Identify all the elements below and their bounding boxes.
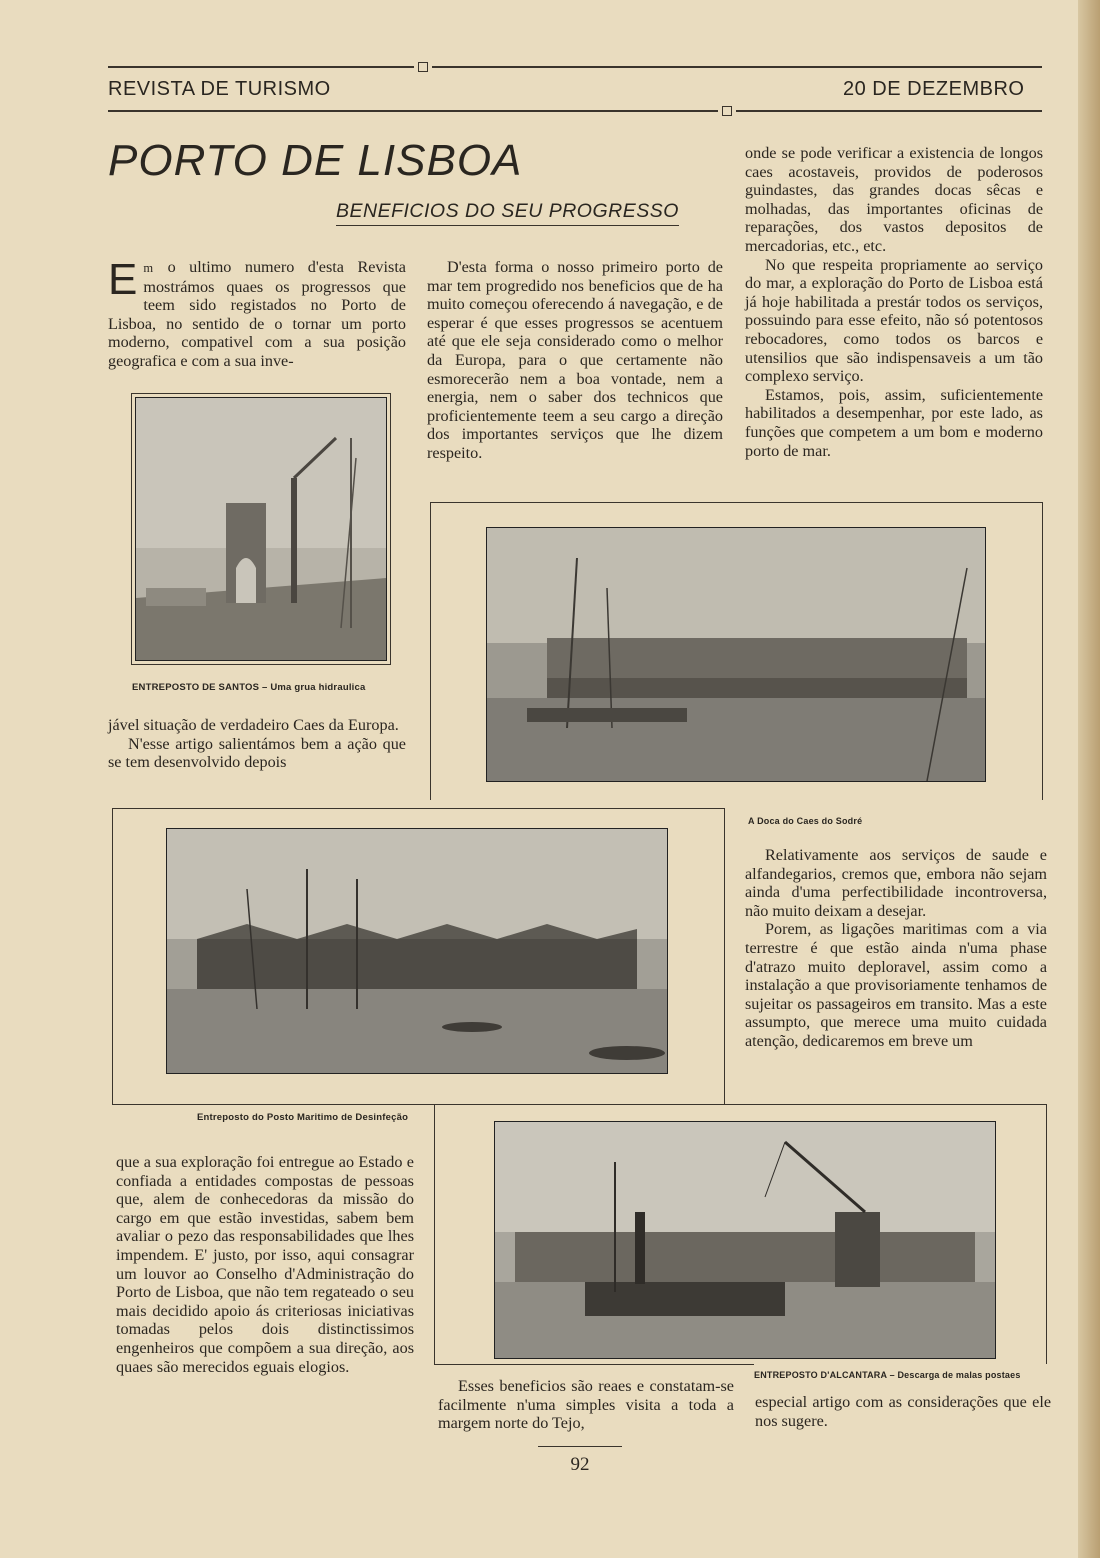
col3-paragraph-1: onde se pode verificar a existencia de longos caes acostaveis, providos de poderosos guindastes, das grandes docas sêcas e molhadas, das importantes oficinas de reparações, dos vastos depositos de mercadorias, etc., etc. bbox=[745, 144, 1043, 255]
intro-smallcaps: m bbox=[143, 261, 155, 275]
photo-entreposto-alcantara bbox=[494, 1121, 996, 1359]
photo-2-frame-left bbox=[430, 502, 431, 800]
column-3-top bbox=[745, 144, 1043, 460]
photo-doca-caes-sodre bbox=[486, 527, 986, 782]
col2-paragraph: D'esta forma o nosso primeiro porto de mar tem progredido nos beneficios que de ha muito começou oferecendo á navegação, e de esperar é que esses progressos se acentuem até que ele seja considerado como o melhor da Europa, para o que certamente não esmorecerão nem a boa vontade, nem a energia, nem o saber dos technicos que proficientemente teem a seu cargo a direção dos importantes serviços que lhe dizem respeito. bbox=[427, 258, 723, 462]
photo-2-caption: A Doca do Caes do Sodré bbox=[748, 816, 863, 826]
column-3-bottom bbox=[755, 1393, 1051, 1430]
col2-bottom-paragraph: Esses beneficios são reaes e constatam-se facilmente n'uma simples visita a toda a margem norte do Tejo, bbox=[438, 1377, 734, 1433]
col1-mid-paragraph: jável situação de verdadeiro Caes da Europa. bbox=[108, 716, 399, 734]
issue-date: 20 DE DEZEMBRO bbox=[843, 78, 1025, 100]
drop-cap: E bbox=[108, 255, 138, 304]
article-subtitle: BENEFICIOS DO SEU PROGRESSO bbox=[336, 200, 679, 226]
col3-mid-paragraph-1: Relativamente aos serviços de saude e alfandegarios, cremos que, embora não sejam ainda d'uma perfectibilidade incontroversa, não muito deixam a desejar. bbox=[745, 846, 1047, 920]
header-ornament-bottom bbox=[722, 106, 732, 116]
page-number-rule bbox=[538, 1446, 622, 1447]
header-rule-top-right bbox=[432, 66, 1042, 68]
publication-name: REVISTA DE TURISMO bbox=[108, 78, 331, 100]
header-ornament-top bbox=[418, 62, 428, 72]
col3-paragraph-3: Estamos, pois, assim, suficientemente habilitados a desempenhar, por este lado, as funções que competem a um bom e moderno porto de mar. bbox=[745, 385, 1043, 460]
photo-entreposto-santos bbox=[135, 397, 387, 661]
col3-paragraph-2: No que respeita propriamente ao serviço do mar, a exploração do Porto de Lisboa está já hoje habilitada a prestár todos os serviços, possuindo para esse efeito, não só potentosos rebocadores, como todos os barcos e utensilios que são indispensaveis a um tão complexo serviço. bbox=[745, 255, 1043, 386]
col3-bottom-paragraph: especial artigo com as considerações que ele nos sugere. bbox=[755, 1393, 1051, 1430]
intro-paragraph: o ultimo numero d'esta Revista mostrámos quaes os progressos que teem sido registados no Porto de Lisboa, no sentido de o tornar um porto moderno, compativel com a sua posição geografica e com a sua inve- bbox=[108, 258, 406, 370]
header-rule-bottom-right bbox=[736, 110, 1042, 112]
photo-3-frame-left bbox=[112, 808, 113, 1104]
column-1-mid bbox=[108, 716, 406, 772]
col1-bottom-paragraph: que a sua exploração foi entregue ao Estado e confiada a entidades compostas de pessoas que, alem de conhecedoras da missão do cargo em que estão investidas, sabem bem avaliar o pezo das responsabilidades que lhes impendem. E' justo, por isso, aqui consagrar um louvor ao Conselho d'Administração do Porto de Lisboa, que não tem regateado o seu mais decidido apoio ás criteriosas iniciativas tomadas pelos dois distinctissimos engenheiros que compõem a sua direção, aos quaes são merecidos eguais elogios. bbox=[116, 1153, 414, 1376]
article-title: PORTO DE LISBOA bbox=[108, 136, 523, 185]
page-number: 92 bbox=[570, 1454, 590, 1475]
photo-2-frame-right bbox=[1042, 502, 1043, 800]
photo-3-frame-right bbox=[724, 808, 725, 1104]
page-edge-shadow bbox=[1078, 0, 1100, 1558]
column-2-bottom bbox=[438, 1377, 734, 1433]
header-rule-top-left bbox=[108, 66, 414, 68]
photo-4-frame-right bbox=[1046, 1104, 1047, 1364]
photo-4-frame-bottom bbox=[434, 1364, 754, 1365]
photo-1-caption: ENTREPOSTO DE SANTOS – Uma grua hidraulica bbox=[132, 682, 366, 693]
photo-4-caption: ENTREPOSTO D'ALCANTARA – Descarga de malas postaes bbox=[754, 1370, 1021, 1380]
photo-3-frame-bottom bbox=[112, 1104, 1046, 1105]
col3-mid-paragraph-2: Porem, as ligações maritimas com a via terrestre é que estão ainda n'uma phase d'atrazo muito deploravel, assim como a instalação a que provisoriamente tenhamos de sujeitar os passageiros em transito. Mas a este assumpto, que merece uma muito cuidada atenção, dedicaremos em breve um bbox=[745, 920, 1047, 1050]
column-2-top bbox=[427, 258, 723, 463]
column-1-intro bbox=[108, 255, 406, 371]
photo-posto-desinfecao bbox=[166, 828, 668, 1074]
column-3-mid bbox=[745, 846, 1047, 1051]
photo-3-frame-top bbox=[112, 808, 724, 809]
header-rule-bottom-left bbox=[108, 110, 718, 112]
column-1-bottom bbox=[116, 1153, 414, 1376]
photo-3-caption: Entreposto do Posto Maritimo de Desinfeção bbox=[197, 1112, 409, 1123]
photo-2-frame-top bbox=[430, 502, 1042, 503]
photo-4-frame-left bbox=[434, 1104, 435, 1364]
col1-mid-paragraph-2: N'esse artigo salientámos bem a ação que se tem desenvolvido depois bbox=[108, 734, 406, 772]
